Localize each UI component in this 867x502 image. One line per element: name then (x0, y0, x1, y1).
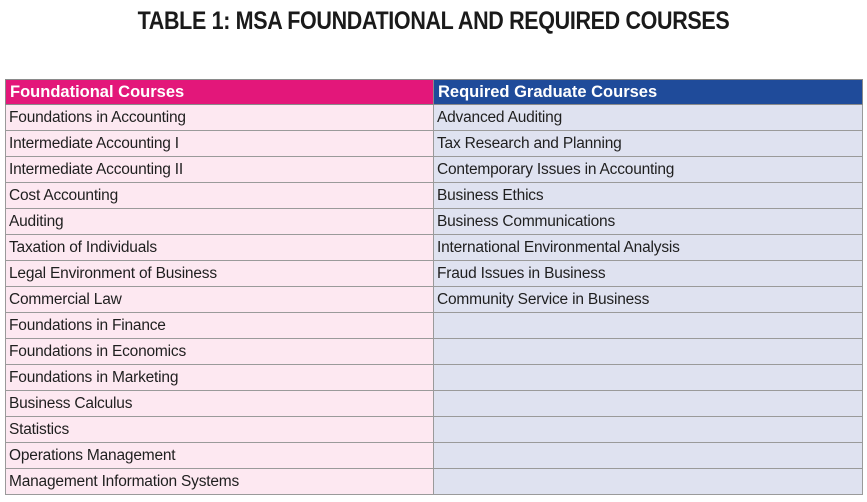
foundational-course-cell: Intermediate Accounting I (6, 131, 434, 157)
foundational-course-cell: Foundations in Marketing (6, 365, 434, 391)
table-row (6, 209, 863, 235)
table-row (6, 261, 863, 287)
foundational-courses-header: Foundational Courses (6, 80, 434, 105)
foundational-course-cell: Foundations in Finance (6, 313, 434, 339)
required-course-cell (434, 339, 863, 365)
required-course-cell: Business Communications (434, 209, 863, 235)
foundational-course-cell: Taxation of Individuals (6, 235, 434, 261)
table-row (6, 131, 863, 157)
table-row (6, 105, 863, 131)
foundational-course-cell: Cost Accounting (6, 183, 434, 209)
required-course-cell (434, 313, 863, 339)
foundational-course-cell: Management Information Systems (6, 469, 434, 495)
table-row (6, 313, 863, 339)
required-course-cell (434, 365, 863, 391)
table-row (6, 235, 863, 261)
foundational-course-cell: Statistics (6, 417, 434, 443)
required-course-cell: Business Ethics (434, 183, 863, 209)
table-header-row (6, 80, 863, 105)
table-row (6, 339, 863, 365)
foundational-course-cell: Intermediate Accounting II (6, 157, 434, 183)
foundational-course-cell: Operations Management (6, 443, 434, 469)
foundational-course-cell: Legal Environment of Business (6, 261, 434, 287)
table-row (6, 391, 863, 417)
table-row (6, 287, 863, 313)
required-course-cell (434, 417, 863, 443)
required-course-cell: Advanced Auditing (434, 105, 863, 131)
required-course-cell (434, 469, 863, 495)
required-course-cell: Fraud Issues in Business (434, 261, 863, 287)
required-course-cell: Community Service in Business (434, 287, 863, 313)
required-course-cell: Tax Research and Planning (434, 131, 863, 157)
table-row (6, 417, 863, 443)
required-course-cell (434, 443, 863, 469)
foundational-course-cell: Commercial Law (6, 287, 434, 313)
required-course-cell: Contemporary Issues in Accounting (434, 157, 863, 183)
required-course-cell: International Environmental Analysis (434, 235, 863, 261)
table-row (6, 469, 863, 495)
foundational-course-cell: Business Calculus (6, 391, 434, 417)
foundational-course-cell: Foundations in Accounting (6, 105, 434, 131)
foundational-course-cell: Auditing (6, 209, 434, 235)
table-row (6, 183, 863, 209)
table-row (6, 443, 863, 469)
table-row (6, 365, 863, 391)
required-graduate-courses-header: Required Graduate Courses (434, 80, 863, 105)
table-row (6, 157, 863, 183)
table-title: TABLE 1: MSA FOUNDATIONAL AND REQUIRED COURSES (137, 7, 730, 35)
required-course-cell (434, 391, 863, 417)
foundational-course-cell: Foundations in Economics (6, 339, 434, 365)
courses-table (5, 79, 863, 495)
